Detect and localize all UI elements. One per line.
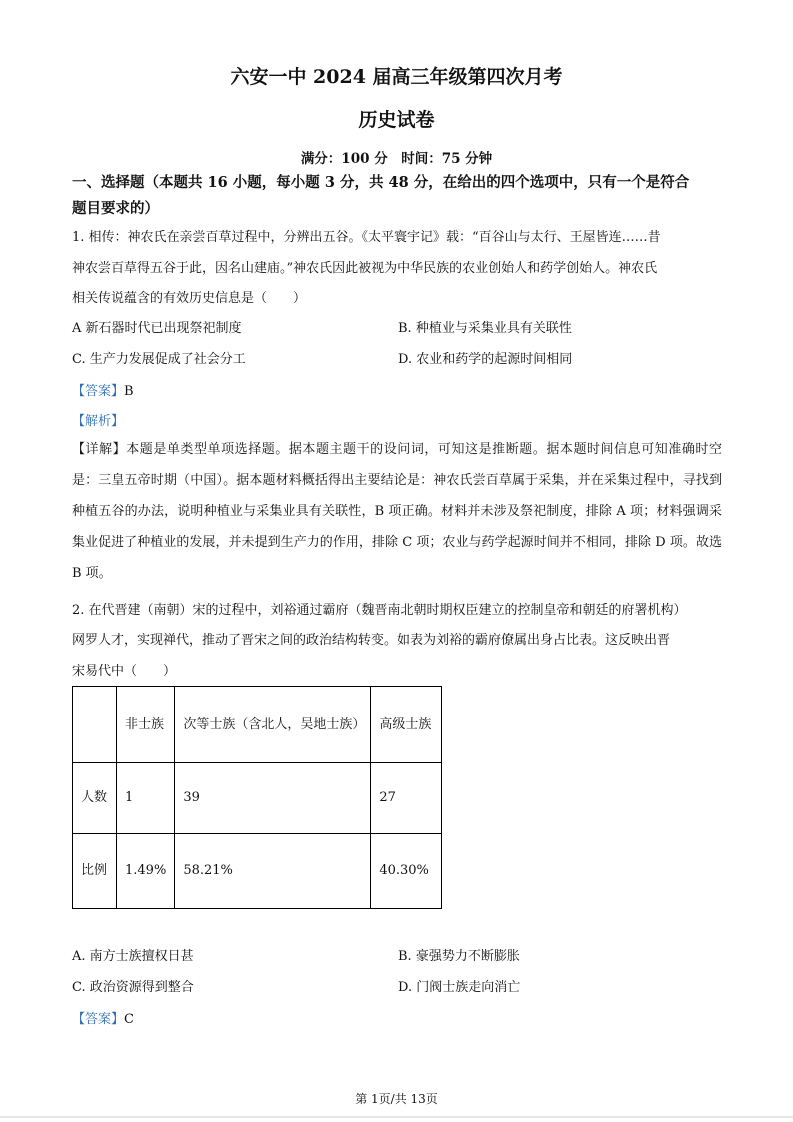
- q1-analysis-tag: [72, 410, 124, 429]
- exam-subtitle: 历史试卷: [358, 109, 435, 131]
- q1-option-a: A 新石器时代已出现祭祀制度: [72, 321, 242, 336]
- answer-value: C: [124, 1012, 134, 1027]
- analysis-tag: 【解析】: [72, 414, 125, 429]
- q2-option-d: D. 门阀士族走向消亡: [398, 980, 521, 995]
- bottom-divider: [0, 1116, 793, 1118]
- table-header-cell: 次等士族（含北人，吴地士族）: [175, 687, 371, 763]
- q1-detail: [72, 434, 722, 589]
- q2-option-a: A. 南方士族擅权日甚: [72, 949, 194, 964]
- table-row-label: 人数: [73, 763, 117, 834]
- answer-value: B: [124, 384, 134, 399]
- answer-tag: 【答案】: [72, 384, 125, 399]
- answer-tag: 【答案】: [72, 1012, 125, 1027]
- q1-option-d: D. 农业和药学的起源时间相同: [398, 352, 573, 367]
- table-cell: 1: [117, 763, 175, 834]
- detail-text: 本题是单类型单项选择题。据本题主题干的设问词，可知这是推断题。据本题时间信息可知准确时空是：三皇五帝时期（中国）。据本题材料概括得出主要结论是：神农氏尝百草属于采集，并在采集过程中，寻找到种植五谷的办法，说明种植业与采集业具有关联性，B 项正确。材料并未涉及祭祀制度，排除 A 项；材料强调采集业促进了种植业的发展，并未提到生产力的作用，排除 C 项；农业与药学起源时间并不相同，排除 D 项。故选 B 项。: [72, 442, 722, 581]
- table-cell: 27: [371, 763, 442, 834]
- q2-stem-line2: 网罗人才，实现禅代，推动了晋宋之间的政治结构转变。如表为刘裕的霸府僚属出身占比表。这反映出晋: [72, 633, 671, 648]
- table-cell: 58.21%: [175, 834, 371, 909]
- table-header-cell: [73, 687, 117, 763]
- page-number: 第 1页/共 13页: [355, 1092, 438, 1106]
- q1-stem-line1: 1. 相传：神农氏在亲尝百草过程中，分辨出五谷。《太平寰宇记》载：“百谷山与太行、王屋皆连……昔: [72, 230, 661, 245]
- q2-option-b: B. 豪强势力不断膨胀: [398, 949, 520, 964]
- table-row: [73, 687, 442, 763]
- table-cell: 39: [175, 763, 371, 834]
- table-header-cell: 非士族: [117, 687, 175, 763]
- q1-stem-line3: 相关传说蕴含的有效历史信息是（ ）: [72, 291, 307, 306]
- section-heading-line2: 题目要求的）: [72, 200, 159, 217]
- score-time-info: 满分：100 分 时间：75 分钟: [300, 151, 493, 167]
- q2-stem-line3: 宋易代中（ ）: [72, 664, 177, 679]
- table-cell: 40.30%: [371, 834, 442, 909]
- table-row: [73, 763, 442, 834]
- table-cell: 1.49%: [117, 834, 175, 909]
- q1-option-b: B. 种植业与采集业具有关联性: [398, 321, 572, 336]
- detail-tag: 【详解】: [72, 442, 127, 457]
- table-row-label: 比例: [73, 834, 117, 909]
- q1-option-c: C. 生产力发展促成了社会分工: [72, 352, 246, 367]
- q2-stem-line1: 2. 在代晋建（南朝）宋的过程中，刘裕通过霸府（魏晋南北朝时期权臣建立的控制皇帝和朝廷的府署机构）: [72, 603, 687, 618]
- q2-option-c: C. 政治资源得到整合: [72, 980, 194, 995]
- q1-stem-line2: 神农尝百草得五谷于此，因名山建庙。”神农氏因此被视为中华民族的农业创始人和药学创始人。神农氏: [72, 261, 658, 276]
- exam-title: 六安一中 2024 届高三年级第四次月考: [230, 66, 563, 88]
- q2-table: [72, 686, 442, 909]
- section-heading-line1: 一、选择题（本题共 16 小题，每小题 3 分，共 48 分，在给出的四个选项中，只有一个是符合: [72, 174, 690, 191]
- table-row: [73, 834, 442, 909]
- q2-answer: [72, 1008, 134, 1027]
- table-header-cell: 高级士族: [371, 687, 442, 763]
- q1-answer: [72, 380, 134, 399]
